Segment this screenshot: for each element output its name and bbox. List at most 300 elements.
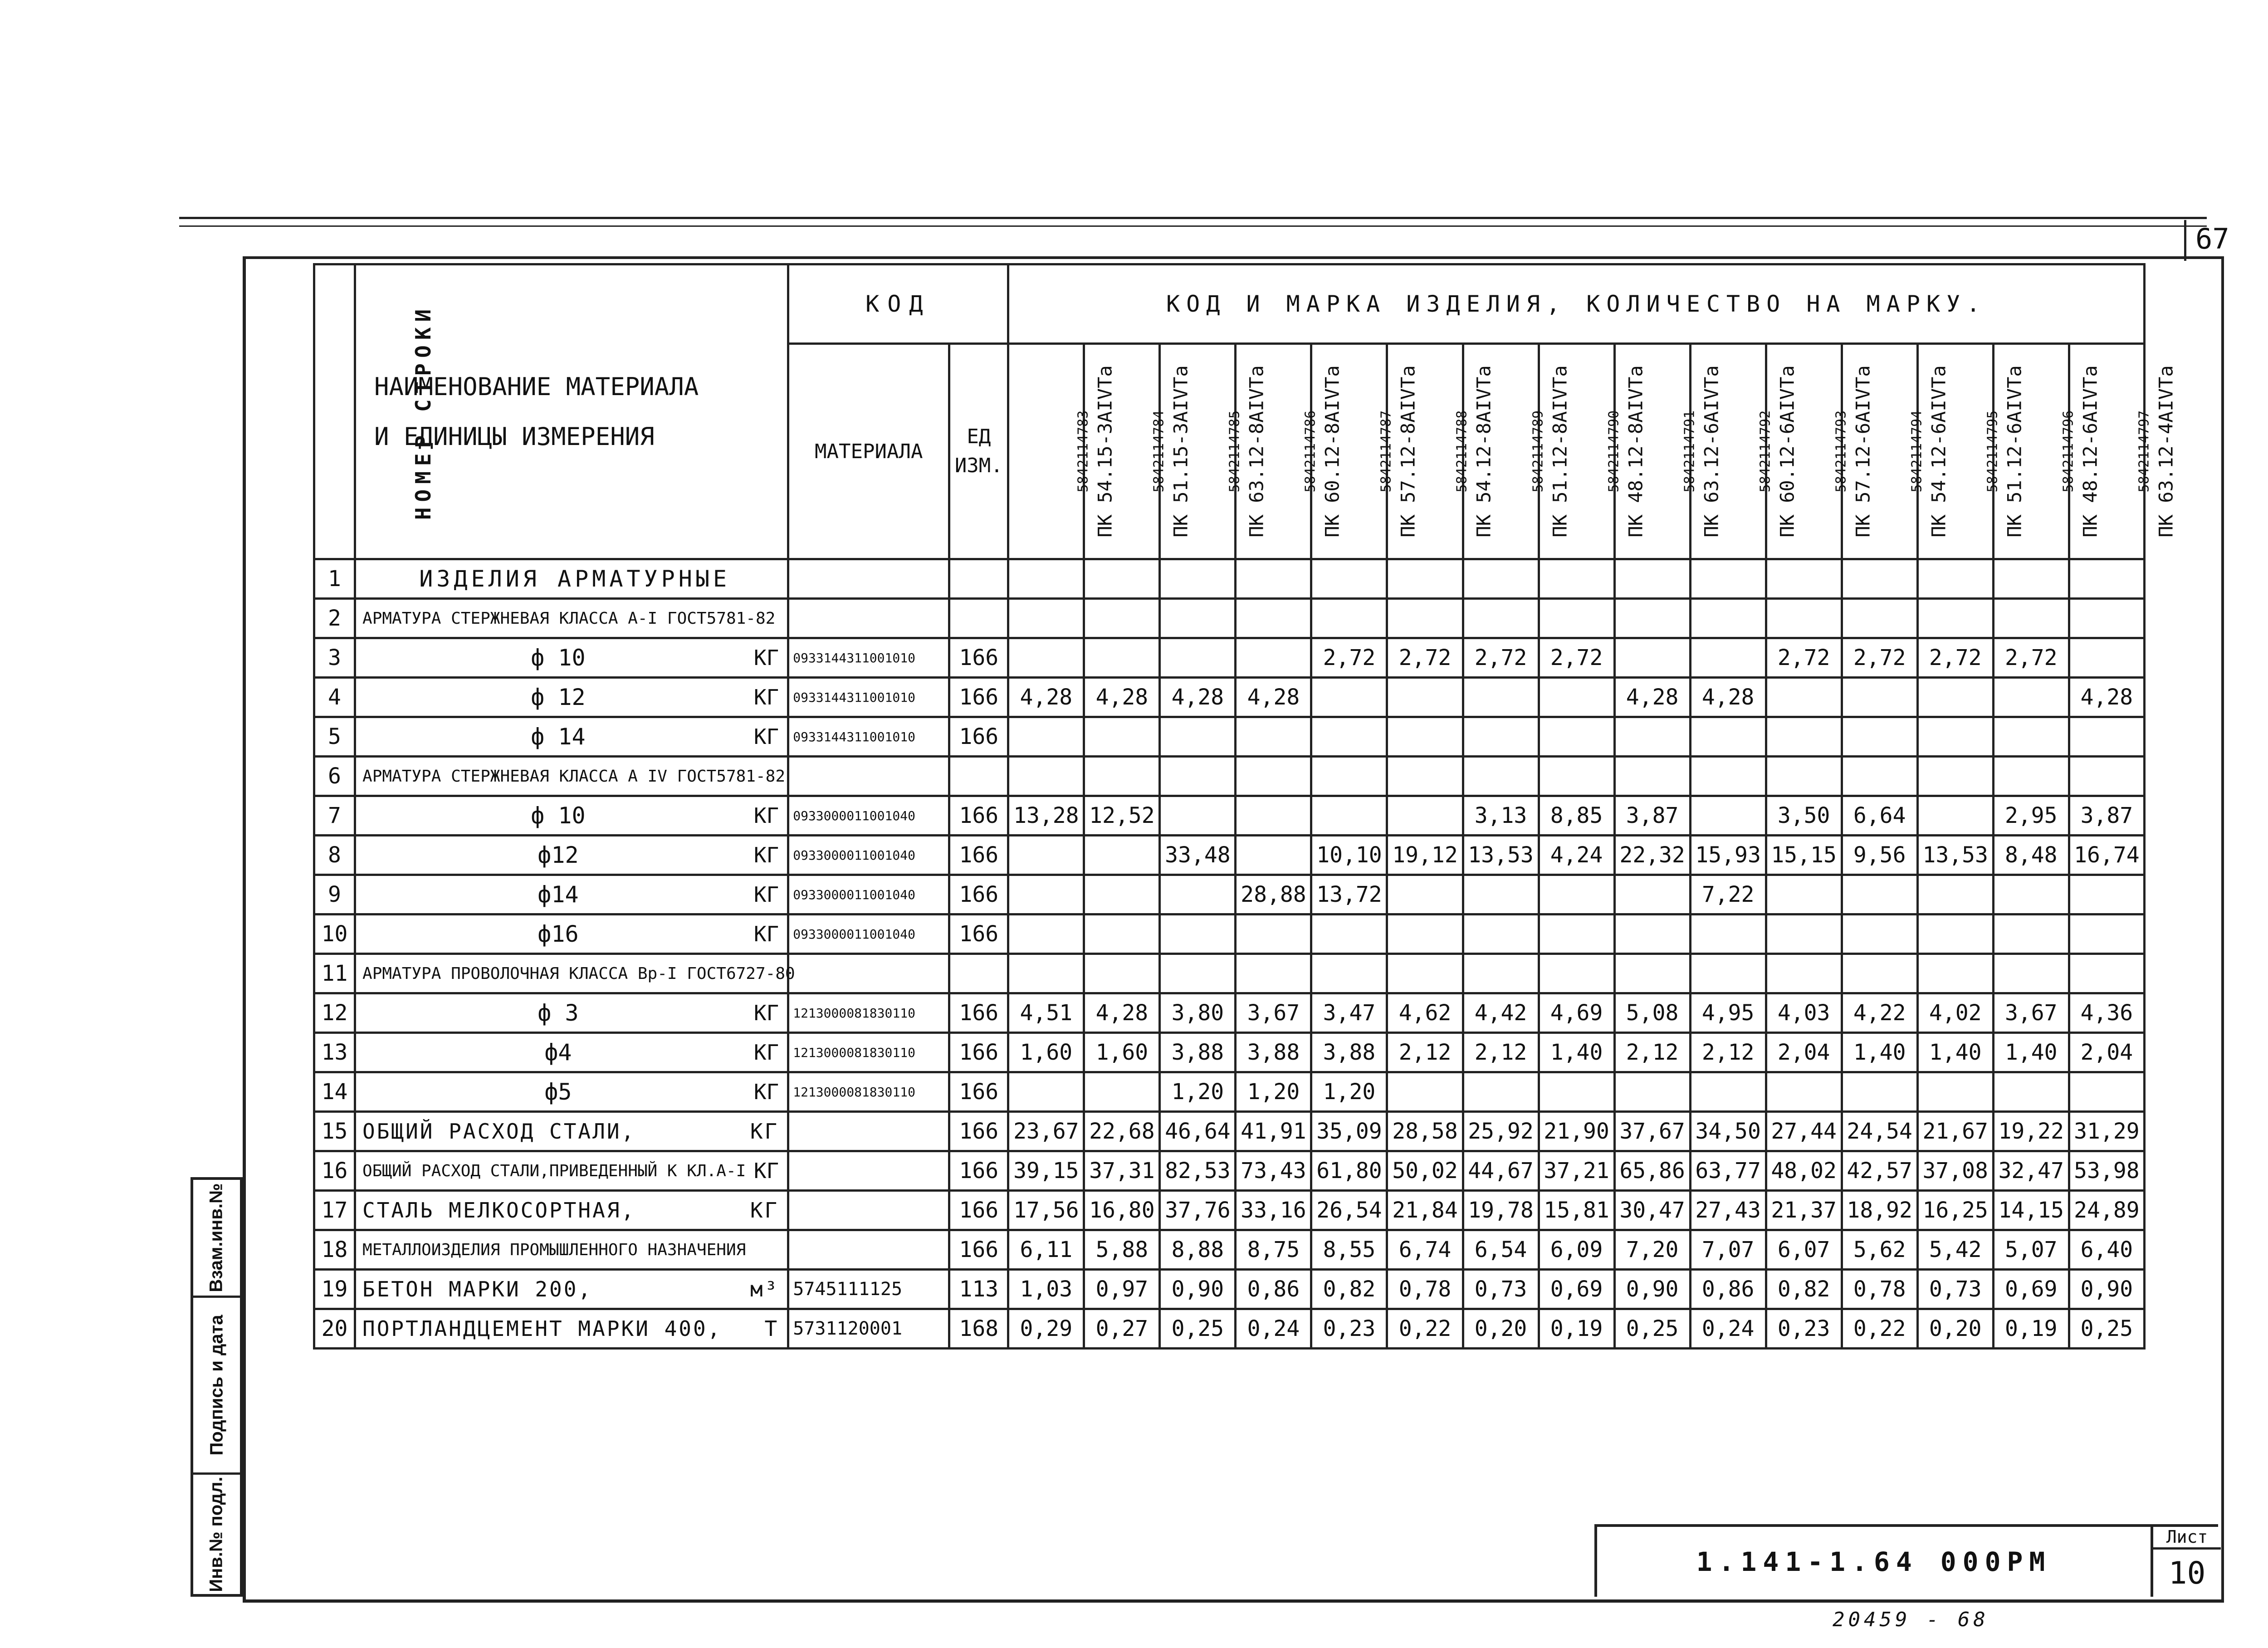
material-code <box>788 599 949 638</box>
table-row <box>314 914 2145 954</box>
material-code: 5745111125 <box>788 1270 949 1309</box>
quantity-cell: 21,84 <box>1387 1191 1463 1230</box>
quantity-cell <box>1917 599 1993 638</box>
row-number: 6 <box>314 757 355 796</box>
quantity-cell: 65,86 <box>1614 1151 1690 1191</box>
quantity-cell: 4,03 <box>1766 993 1842 1033</box>
material-unit: КГ <box>753 882 779 907</box>
table-row <box>314 559 2145 599</box>
quantity-cell: 25,92 <box>1463 1112 1539 1151</box>
name-header-line2: И ЕДИНИЦЫ ИЗМЕРЕНИЯ <box>374 422 655 451</box>
table-row <box>314 1309 2145 1349</box>
quantity-cell <box>1917 875 1993 914</box>
quantity-cell <box>1008 757 1084 796</box>
quantity-cell <box>1311 599 1387 638</box>
quantity-cell: 0,73 <box>1463 1270 1539 1309</box>
quantity-cell: 21,37 <box>1766 1191 1842 1230</box>
product-code: 5842114792 <box>1757 410 1774 493</box>
quantity-cell: 0,22 <box>1387 1309 1463 1349</box>
quantity-cell <box>1008 914 1084 954</box>
quantity-cell: 1,40 <box>1993 1033 2069 1072</box>
quantity-cell: 17,56 <box>1008 1191 1084 1230</box>
material-name <box>355 1072 788 1112</box>
quantity-cell: 3,67 <box>1993 993 2069 1033</box>
products-header: КОД И МАРКА ИЗДЕЛИЯ, КОЛИЧЕСТВО НА МАРКУ. <box>1008 264 2145 344</box>
quantity-cell: 16,74 <box>2069 836 2144 875</box>
quantity-cell <box>1993 678 2069 717</box>
quantity-cell <box>1160 875 1236 914</box>
table-row <box>314 836 2145 875</box>
material-diameter: ф 12 <box>531 684 586 710</box>
material-name <box>355 836 788 875</box>
quantity-cell: 3,50 <box>1766 796 1842 836</box>
quantity-cell <box>1614 717 1690 757</box>
quantity-cell: 13,72 <box>1311 875 1387 914</box>
quantity-cell <box>1160 796 1236 836</box>
quantity-cell <box>1160 914 1236 954</box>
quantity-cell: 6,11 <box>1008 1230 1084 1270</box>
quantity-cell <box>1160 717 1236 757</box>
quantity-cell: 2,72 <box>1917 638 1993 678</box>
quantity-cell: 15,15 <box>1766 836 1842 875</box>
quantity-cell <box>1917 717 1993 757</box>
quantity-cell <box>1690 796 1766 836</box>
quantity-cell <box>1539 599 1614 638</box>
row-number-header <box>314 264 436 559</box>
sheet-top-number: 67 <box>2195 222 2229 255</box>
product-mark: ПК 54.15-3АIVТа <box>1094 365 1116 538</box>
quantity-cell: 16,25 <box>1917 1191 1993 1230</box>
quantity-cell: 6,40 <box>2069 1230 2144 1270</box>
quantity-cell: 0,82 <box>1766 1270 1842 1309</box>
quantity-cell <box>1993 875 2069 914</box>
quantity-cell: 15,81 <box>1539 1191 1614 1230</box>
quantity-cell <box>1008 717 1084 757</box>
quantity-cell <box>1463 678 1539 717</box>
quantity-cell: 4,28 <box>1084 678 1160 717</box>
material-diameter: ф 14 <box>531 724 586 750</box>
product-mark: ПК 57.12-8АIVТа <box>1397 365 1420 538</box>
quantity-cell: 0,25 <box>1614 1309 1690 1349</box>
stamp-cell-replaced <box>193 1180 240 1298</box>
quantity-cell <box>1008 638 1084 678</box>
quantity-cell: 5,88 <box>1084 1230 1160 1270</box>
material-name: ИЗДЕЛИЯ АРМАТУРНЫЕ <box>355 559 788 599</box>
quantity-cell <box>1842 599 1917 638</box>
material-code <box>788 1191 949 1230</box>
quantity-cell <box>1236 717 1311 757</box>
material-code <box>788 954 949 993</box>
quantity-cell <box>1614 1072 1690 1112</box>
quantity-cell <box>1311 559 1387 599</box>
material-unit: КГ <box>753 1040 779 1065</box>
quantity-cell <box>1614 638 1690 678</box>
top-number-divider <box>2184 220 2186 261</box>
quantity-cell: 3,13 <box>1463 796 1539 836</box>
quantity-cell <box>1160 599 1236 638</box>
quantity-cell <box>1842 717 1917 757</box>
product-mark: ПК 51.12-8АIVТа <box>1549 365 1571 538</box>
quantity-cell <box>1463 954 1539 993</box>
product-code: 5842114785 <box>1227 410 1243 493</box>
quantity-cell <box>1236 757 1311 796</box>
quantity-cell: 27,44 <box>1766 1112 1842 1151</box>
quantity-cell: 42,57 <box>1842 1151 1917 1191</box>
quantity-cell <box>2069 757 2144 796</box>
row-number: 18 <box>314 1230 355 1270</box>
quantity-cell: 0,27 <box>1084 1309 1160 1349</box>
material-code <box>788 559 949 599</box>
quantity-cell: 0,90 <box>1160 1270 1236 1309</box>
row-number: 2 <box>314 599 355 638</box>
unit-code: 166 <box>949 1191 1008 1230</box>
quantity-cell: 0,86 <box>1690 1270 1766 1309</box>
sheet-label: Лист <box>2153 1527 2221 1550</box>
unit-code: 166 <box>949 914 1008 954</box>
quantity-cell: 19,22 <box>1993 1112 2069 1151</box>
material-diameter: ф 3 <box>538 1000 579 1026</box>
table-row <box>314 1033 2145 1072</box>
material-code: 0933000011001040 <box>788 796 949 836</box>
quantity-cell: 16,80 <box>1084 1191 1160 1230</box>
quantity-cell: 2,12 <box>1463 1033 1539 1072</box>
quantity-cell <box>1539 954 1614 993</box>
product-code: 5842114794 <box>1909 410 1925 493</box>
stamp-text-signature: Подпись и дата <box>206 1315 227 1456</box>
quantity-cell <box>1311 796 1387 836</box>
quantity-cell <box>1463 1072 1539 1112</box>
quantity-cell <box>1387 875 1463 914</box>
quantity-cell: 6,09 <box>1539 1230 1614 1270</box>
quantity-cell: 8,48 <box>1993 836 2069 875</box>
table-row <box>314 599 2145 638</box>
quantity-cell: 12,52 <box>1084 796 1160 836</box>
material-name <box>355 796 788 836</box>
quantity-cell <box>1539 559 1614 599</box>
material-unit: КГ <box>753 646 779 670</box>
unit-code: 166 <box>949 678 1008 717</box>
material-code: 0933144311001010 <box>788 678 949 717</box>
quantity-cell <box>1842 559 1917 599</box>
product-code: 5842114783 <box>1075 410 1091 493</box>
material-unit: Т <box>764 1316 779 1341</box>
code-header: КОД <box>788 264 1008 344</box>
table-body <box>314 559 2145 1349</box>
quantity-cell: 10,10 <box>1311 836 1387 875</box>
quantity-cell: 26,54 <box>1311 1191 1387 1230</box>
quantity-cell: 8,88 <box>1160 1230 1236 1270</box>
quantity-cell: 0,25 <box>2069 1309 2144 1349</box>
quantity-cell <box>1160 757 1236 796</box>
quantity-cell: 4,28 <box>1614 678 1690 717</box>
material-diameter: ф4 <box>544 1039 572 1066</box>
quantity-cell <box>1917 1072 1993 1112</box>
row-number: 1 <box>314 559 355 599</box>
table-row <box>314 796 2145 836</box>
quantity-cell: 1,03 <box>1008 1270 1084 1309</box>
row-number: 9 <box>314 875 355 914</box>
document-code: 1.141-1.64 000РМ <box>1696 1546 2052 1577</box>
quantity-cell <box>1236 559 1311 599</box>
quantity-cell: 0,24 <box>1236 1309 1311 1349</box>
row-number: 14 <box>314 1072 355 1112</box>
unit-code: 166 <box>949 1072 1008 1112</box>
quantity-cell <box>1387 757 1463 796</box>
quantity-cell: 33,16 <box>1236 1191 1311 1230</box>
quantity-cell <box>1084 717 1160 757</box>
product-code: 5842114788 <box>1454 410 1471 493</box>
material-code: 0933000011001040 <box>788 914 949 954</box>
quantity-cell <box>1387 1072 1463 1112</box>
material-name: АРМАТУРА ПРОВОЛОЧНАЯ КЛАССА Вр-I ГОСТ6727-80 <box>355 954 788 993</box>
row-number-header-text: НОМЕР СТРОКИ <box>411 303 436 520</box>
quantity-cell <box>1084 875 1160 914</box>
unit-code: 113 <box>949 1270 1008 1309</box>
quantity-cell <box>1842 875 1917 914</box>
quantity-cell: 1,20 <box>1236 1072 1311 1112</box>
material-name-text: ОБЩИЙ РАСХОД СТАЛИ, <box>362 1119 636 1144</box>
quantity-cell: 6,07 <box>1766 1230 1842 1270</box>
unit-code <box>949 599 1008 638</box>
table-row <box>314 757 2145 796</box>
unit-code: 166 <box>949 717 1008 757</box>
quantity-cell <box>1008 875 1084 914</box>
quantity-cell: 27,43 <box>1690 1191 1766 1230</box>
quantity-cell: 4,28 <box>1084 993 1160 1033</box>
material-code: 0933144311001010 <box>788 638 949 678</box>
quantity-cell: 0,20 <box>1917 1309 1993 1349</box>
quantity-cell: 32,47 <box>1993 1151 2069 1191</box>
quantity-cell: 48,02 <box>1766 1151 1842 1191</box>
material-name-text: ОБЩИЙ РАСХОД СТАЛИ,ПРИВЕДЕННЫЙ К КЛ.А-I <box>362 1161 746 1180</box>
quantity-cell: 3,88 <box>1311 1033 1387 1072</box>
quantity-cell: 37,67 <box>1614 1112 1690 1151</box>
material-code: 5731120001 <box>788 1309 949 1349</box>
quantity-cell <box>1387 678 1463 717</box>
quantity-cell: 1,20 <box>1160 1072 1236 1112</box>
quantity-cell: 0,29 <box>1008 1309 1084 1349</box>
quantity-cell: 2,12 <box>1690 1033 1766 1072</box>
material-code-header: МАТЕРИАЛА <box>788 344 949 559</box>
quantity-cell <box>1008 836 1084 875</box>
quantity-cell: 6,64 <box>1842 796 1917 836</box>
quantity-cell: 61,80 <box>1311 1151 1387 1191</box>
quantity-cell <box>1539 1072 1614 1112</box>
quantity-cell: 4,95 <box>1690 993 1766 1033</box>
table-row <box>314 1151 2145 1191</box>
quantity-cell <box>2069 1072 2144 1112</box>
quantity-cell: 28,88 <box>1236 875 1311 914</box>
quantity-cell: 3,47 <box>1311 993 1387 1033</box>
quantity-cell: 3,67 <box>1236 993 1311 1033</box>
quantity-cell <box>1311 678 1387 717</box>
sheet-number: 10 <box>2168 1555 2206 1591</box>
quantity-cell: 0,19 <box>1993 1309 2069 1349</box>
quantity-cell: 2,72 <box>1387 638 1463 678</box>
quantity-cell: 34,50 <box>1690 1112 1766 1151</box>
material-unit: КГ <box>753 922 779 946</box>
quantity-cell <box>1690 914 1766 954</box>
quantity-cell: 1,40 <box>1842 1033 1917 1072</box>
unit-code: 166 <box>949 638 1008 678</box>
table-row <box>314 1230 2145 1270</box>
quantity-cell <box>1690 638 1766 678</box>
product-code: 5842114795 <box>1984 410 2001 493</box>
quantity-cell <box>1463 559 1539 599</box>
product-mark: ПК 54.12-6АIVТа <box>1927 365 1950 538</box>
table-row <box>314 1191 2145 1230</box>
quantity-cell: 53,98 <box>2069 1151 2144 1191</box>
quantity-cell: 31,29 <box>2069 1112 2144 1151</box>
quantity-cell: 28,58 <box>1387 1112 1463 1151</box>
unit-code: 166 <box>949 875 1008 914</box>
unit-code: 168 <box>949 1309 1008 1349</box>
quantity-cell <box>1993 757 2069 796</box>
quantity-cell: 0,25 <box>1160 1309 1236 1349</box>
quantity-cell: 3,88 <box>1160 1033 1236 1072</box>
quantity-cell <box>1690 717 1766 757</box>
product-mark: ПК 63.12-8АIVТа <box>1246 365 1268 538</box>
quantity-cell: 35,09 <box>1311 1112 1387 1151</box>
quantity-cell: 3,87 <box>1614 796 1690 836</box>
row-number: 17 <box>314 1191 355 1230</box>
quantity-cell: 14,15 <box>1993 1191 2069 1230</box>
quantity-cell: 2,72 <box>1311 638 1387 678</box>
quantity-cell <box>1387 954 1463 993</box>
quantity-cell <box>1387 914 1463 954</box>
quantity-cell: 13,28 <box>1008 796 1084 836</box>
quantity-cell: 44,67 <box>1463 1151 1539 1191</box>
quantity-cell: 0,97 <box>1084 1270 1160 1309</box>
quantity-cell <box>1084 638 1160 678</box>
quantity-cell <box>1084 914 1160 954</box>
quantity-cell <box>1387 717 1463 757</box>
quantity-cell: 0,23 <box>1311 1309 1387 1349</box>
stamp-text-original: Инв.№ подл. <box>206 1477 227 1592</box>
row-number: 11 <box>314 954 355 993</box>
product-code: 5842114786 <box>1303 410 1319 493</box>
quantity-cell: 4,36 <box>2069 993 2144 1033</box>
quantity-cell: 19,12 <box>1387 836 1463 875</box>
product-mark: ПК 48.12-6АIVТа <box>2079 365 2102 538</box>
material-name <box>355 1191 788 1230</box>
quantity-cell: 46,64 <box>1160 1112 1236 1151</box>
quantity-cell <box>1917 757 1993 796</box>
quantity-cell: 1,60 <box>1084 1033 1160 1072</box>
quantity-cell: 63,77 <box>1690 1151 1766 1191</box>
quantity-cell: 82,53 <box>1160 1151 1236 1191</box>
material-name <box>355 1112 788 1151</box>
quantity-cell: 0,19 <box>1539 1309 1614 1349</box>
quantity-cell: 4,28 <box>1008 678 1084 717</box>
quantity-cell <box>1387 559 1463 599</box>
quantity-cell <box>1008 1072 1084 1112</box>
material-name: АРМАТУРА СТЕРЖНЕВАЯ КЛАССА А IV ГОСТ5781-82 <box>355 757 788 796</box>
material-name <box>355 638 788 678</box>
material-diameter: ф16 <box>538 921 579 947</box>
row-number: 4 <box>314 678 355 717</box>
material-name: АРМАТУРА СТЕРЖНЕВАЯ КЛАССА А-I ГОСТ5781-82 <box>355 599 788 638</box>
product-mark: ПК 63.12-4АIVТа <box>2155 365 2177 538</box>
quantity-cell <box>1842 678 1917 717</box>
quantity-cell <box>1236 638 1311 678</box>
quantity-cell <box>1236 599 1311 638</box>
quantity-cell: 15,93 <box>1690 836 1766 875</box>
product-mark: ПК 51.15-3АIVТа <box>1169 365 1192 538</box>
quantity-cell <box>1614 559 1690 599</box>
quantity-cell <box>1917 954 1993 993</box>
quantity-cell: 41,91 <box>1236 1112 1311 1151</box>
material-name <box>355 1309 788 1349</box>
table-row <box>314 1112 2145 1151</box>
quantity-cell <box>1766 717 1842 757</box>
quantity-cell: 23,67 <box>1008 1112 1084 1151</box>
material-name <box>355 1270 788 1309</box>
row-number: 19 <box>314 1270 355 1309</box>
unit-code: 166 <box>949 1151 1008 1191</box>
quantity-cell: 19,78 <box>1463 1191 1539 1230</box>
quantity-cell: 24,89 <box>2069 1191 2144 1230</box>
quantity-cell: 1,60 <box>1008 1033 1084 1072</box>
quantity-cell <box>1084 757 1160 796</box>
material-name <box>355 678 788 717</box>
quantity-cell: 0,78 <box>1842 1270 1917 1309</box>
table-row <box>314 993 2145 1033</box>
quantity-cell: 0,20 <box>1463 1309 1539 1349</box>
material-code: 0933144311001010 <box>788 717 949 757</box>
unit-code: 166 <box>949 1230 1008 1270</box>
quantity-cell: 0,86 <box>1236 1270 1311 1309</box>
quantity-cell <box>1236 836 1311 875</box>
quantity-cell <box>1842 954 1917 993</box>
quantity-cell <box>1160 954 1236 993</box>
quantity-cell <box>1766 1072 1842 1112</box>
quantity-cell <box>1614 875 1690 914</box>
material-name <box>355 1033 788 1072</box>
quantity-cell: 2,12 <box>1387 1033 1463 1072</box>
quantity-cell: 2,95 <box>1993 796 2069 836</box>
quantity-cell: 7,22 <box>1690 875 1766 914</box>
quantity-cell: 0,90 <box>2069 1270 2144 1309</box>
quantity-cell: 0,73 <box>1917 1270 1993 1309</box>
material-diameter: ф 10 <box>531 802 586 829</box>
quantity-cell <box>1766 914 1842 954</box>
quantity-cell <box>1463 717 1539 757</box>
quantity-cell: 4,24 <box>1539 836 1614 875</box>
material-code <box>788 1230 949 1270</box>
quantity-cell: 2,72 <box>1842 638 1917 678</box>
quantity-cell: 6,74 <box>1387 1230 1463 1270</box>
product-code: 5842114790 <box>1606 410 1622 493</box>
row-number: 3 <box>314 638 355 678</box>
quantity-cell: 21,67 <box>1917 1112 1993 1151</box>
quantity-cell: 24,54 <box>1842 1112 1917 1151</box>
quantity-cell <box>2069 914 2144 954</box>
unit-code <box>949 757 1008 796</box>
table-row <box>314 638 2145 678</box>
quantity-cell <box>1539 875 1614 914</box>
quantity-cell <box>1311 954 1387 993</box>
quantity-cell: 0,23 <box>1766 1309 1842 1349</box>
quantity-cell: 4,22 <box>1842 993 1917 1033</box>
material-unit: КГ <box>753 803 779 828</box>
material-unit: м³ <box>750 1277 779 1301</box>
quantity-cell: 33,48 <box>1160 836 1236 875</box>
quantity-cell <box>1690 1072 1766 1112</box>
quantity-cell <box>1539 914 1614 954</box>
product-code: 5842114797 <box>2136 410 2152 493</box>
product-mark: ПК 54.12-8АIVТа <box>1473 365 1496 538</box>
